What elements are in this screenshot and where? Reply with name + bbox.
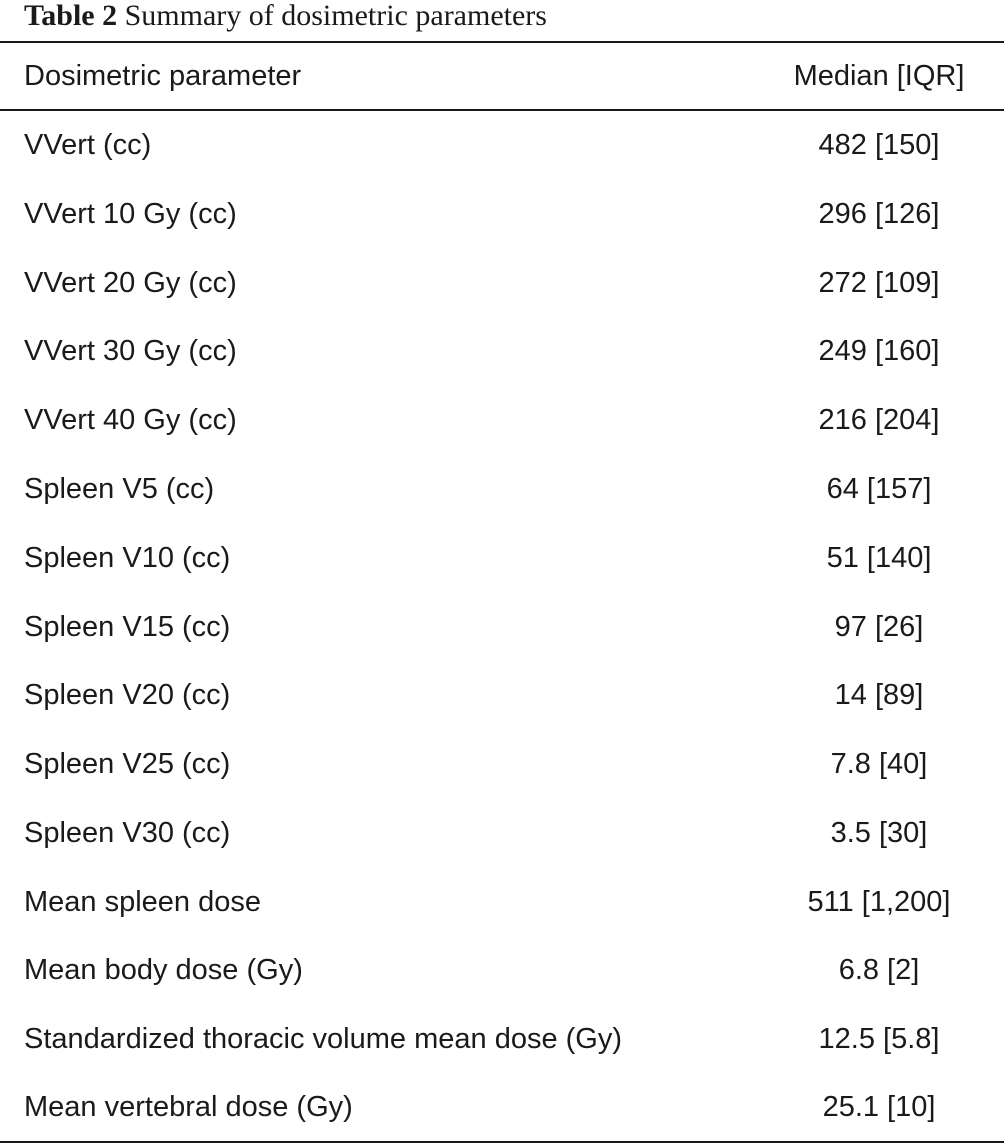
table-row — [0, 661, 1004, 729]
table-row — [0, 593, 1004, 661]
row-parameter: VVert 10 Gy (cc) — [24, 198, 237, 230]
row-parameter: Spleen V10 (cc) — [24, 542, 231, 574]
row-parameter: Spleen V30 (cc) — [24, 817, 231, 849]
row-value: 7.8 [40] — [830, 748, 928, 780]
table-caption — [24, 0, 547, 34]
row-parameter: Spleen V5 (cc) — [24, 473, 215, 505]
row-value: 3.5 [30] — [830, 817, 928, 849]
row-value: 6.8 [2] — [838, 954, 920, 986]
table-caption-text: Summary of dosimetric parameters — [124, 0, 547, 32]
table-row — [0, 386, 1004, 454]
table-row — [0, 180, 1004, 248]
column-header-median-iqr: Median [IQR] — [793, 60, 965, 92]
row-value: 51 [140] — [826, 542, 932, 574]
row-parameter: Spleen V15 (cc) — [24, 611, 231, 643]
row-value: 216 [204] — [818, 404, 940, 436]
row-value: 272 [109] — [818, 267, 940, 299]
row-parameter: Spleen V25 (cc) — [24, 748, 231, 780]
table-row — [0, 730, 1004, 798]
table-row — [0, 1073, 1004, 1141]
table-row — [0, 1005, 1004, 1073]
table-row — [0, 799, 1004, 867]
row-parameter: Mean body dose (Gy) — [24, 954, 303, 986]
table-row — [0, 455, 1004, 523]
table-header-row — [0, 42, 1004, 110]
row-value: 249 [160] — [818, 335, 940, 367]
row-value: 25.1 [10] — [822, 1091, 936, 1123]
table-row — [0, 936, 1004, 1004]
table-caption-label: Table 2 — [24, 0, 118, 32]
row-value: 296 [126] — [818, 198, 940, 230]
row-parameter: VVert 40 Gy (cc) — [24, 404, 237, 436]
table-row — [0, 111, 1004, 179]
row-parameter: Mean spleen dose — [24, 886, 261, 918]
table-row — [0, 868, 1004, 936]
row-parameter: Standardized thoracic volume mean dose (Gy) — [24, 1023, 623, 1055]
row-value: 12.5 [5.8] — [818, 1023, 940, 1055]
table-bottom-rule — [0, 1141, 1004, 1143]
row-value: 511 [1,200] — [807, 886, 951, 918]
row-parameter: VVert 30 Gy (cc) — [24, 335, 237, 367]
row-value: 482 [150] — [818, 129, 940, 161]
table-row — [0, 249, 1004, 317]
row-value: 64 [157] — [826, 473, 932, 505]
row-parameter: VVert (cc) — [24, 129, 152, 161]
column-header-parameter: Dosimetric parameter — [24, 60, 302, 92]
row-parameter: Mean vertebral dose (Gy) — [24, 1091, 353, 1123]
row-value: 14 [89] — [834, 679, 924, 711]
table-row — [0, 317, 1004, 385]
row-parameter: Spleen V20 (cc) — [24, 679, 231, 711]
row-parameter: VVert 20 Gy (cc) — [24, 267, 237, 299]
table-row — [0, 524, 1004, 592]
row-value: 97 [26] — [834, 611, 924, 643]
